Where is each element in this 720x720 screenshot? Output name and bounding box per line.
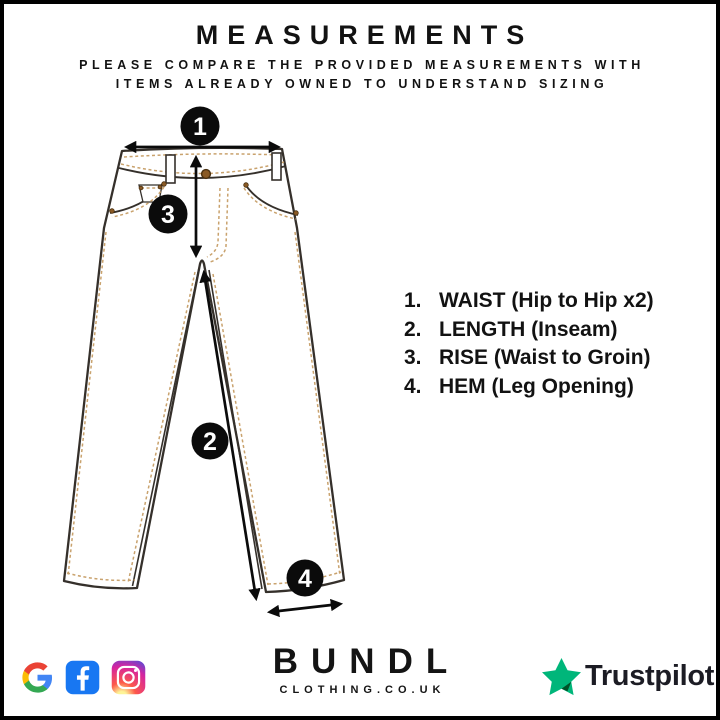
trustpilot-logo bbox=[541, 656, 714, 697]
legend-number: 1. bbox=[404, 289, 422, 312]
legend-label: LENGTH (Inseam) bbox=[439, 317, 618, 341]
measurement-legend bbox=[404, 289, 654, 403]
legend-number: 3. bbox=[404, 346, 422, 369]
svg-text:4: 4 bbox=[298, 565, 312, 593]
jeans-outline bbox=[64, 148, 344, 592]
marker-2 bbox=[192, 423, 229, 460]
brand-name: BUNDL bbox=[272, 642, 461, 681]
svg-text:3: 3 bbox=[161, 201, 175, 229]
legend-label: HEM (Leg Opening) bbox=[439, 374, 634, 398]
instagram-icon bbox=[111, 660, 146, 695]
marker-1 bbox=[181, 107, 220, 146]
trustpilot-star-icon bbox=[541, 656, 582, 697]
subtitle-line-1: PLEASE COMPARE THE PROVIDED MEASUREMENTS WITH bbox=[79, 58, 645, 72]
legend-number: 2. bbox=[404, 317, 422, 341]
legend-item-rise bbox=[404, 346, 654, 375]
legend-item-hem bbox=[404, 375, 654, 404]
legend-number: 4. bbox=[404, 374, 422, 398]
subtitle-line-2: ITEMS ALREADY OWNED TO UNDERSTAND SIZING bbox=[115, 77, 609, 91]
brand-domain: CLOTHING.CO.UK bbox=[279, 683, 446, 696]
google-icon bbox=[21, 661, 54, 694]
jeans-button bbox=[202, 170, 211, 179]
svg-text:2: 2 bbox=[203, 428, 217, 456]
legend-label: WAIST (Hip to Hip x2) bbox=[439, 289, 654, 312]
marker-3 bbox=[149, 195, 188, 234]
facebook-icon bbox=[65, 660, 100, 695]
brand-logo bbox=[260, 644, 460, 696]
marker-4 bbox=[287, 560, 324, 597]
hem-arrow bbox=[270, 604, 340, 612]
svg-text:1: 1 bbox=[193, 113, 207, 141]
legend-item-waist bbox=[404, 289, 654, 318]
legend-item-length bbox=[404, 318, 654, 347]
legend-label: RISE (Waist to Groin) bbox=[439, 346, 651, 369]
social-icons bbox=[21, 660, 146, 695]
trustpilot-label: Trustpilot bbox=[585, 660, 715, 692]
page-title: MEASUREMENTS bbox=[195, 20, 534, 50]
